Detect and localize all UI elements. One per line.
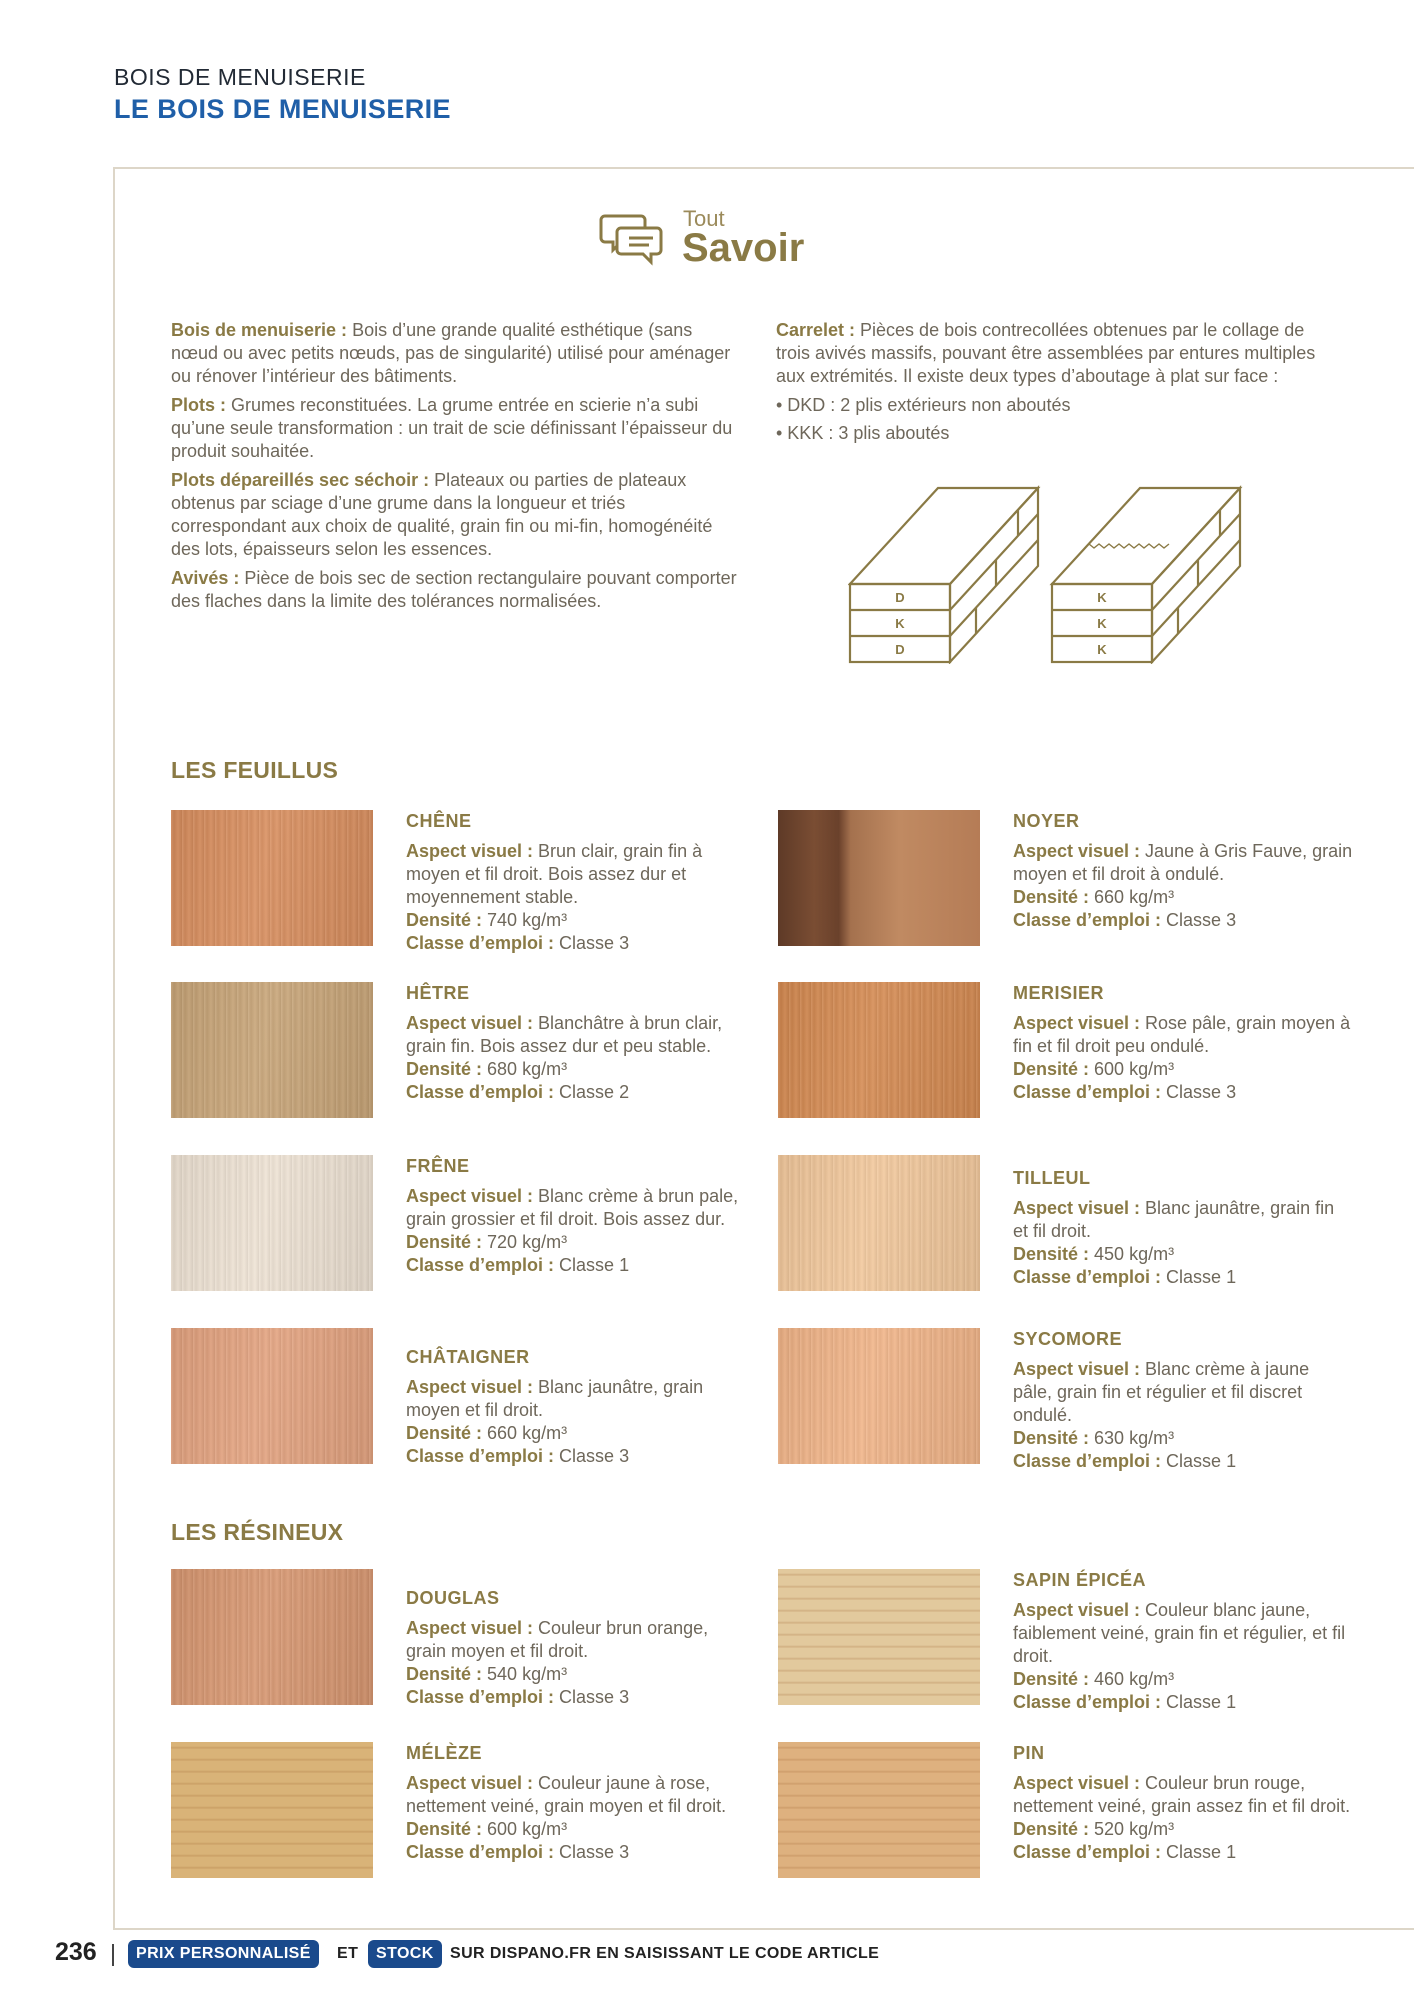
- wood-classe: Classe d’emploi : Classe 1: [1013, 1692, 1237, 1712]
- wood-name: MÉLÈZE: [406, 1743, 483, 1763]
- wood-description: [406, 810, 746, 955]
- wood-name: PIN: [1013, 1743, 1045, 1763]
- wood-classe: Classe d’emploi : Classe 3: [406, 933, 630, 953]
- wood-name: NOYER: [1013, 811, 1080, 831]
- definition-plots-depareilles: Plots dépareillés sec séchoir : Plateaux ou parties de plateaux obtenus par sciage d’une grume dans la longueur et triés correspondant aux choix de qualité, grain fin ou mi-fin, homogénéité des lots, épaisseurs selon les essences.: [171, 470, 713, 559]
- wood-classe: Classe d’emploi : Classe 3: [406, 1842, 630, 1862]
- wood-classe: Classe d’emploi : Classe 3: [406, 1687, 630, 1707]
- wood-name: MERISIER: [1013, 983, 1105, 1003]
- wood-swatch-image: [171, 1569, 373, 1705]
- wood-description: [1013, 1328, 1353, 1473]
- wood-aspect: Aspect visuel : Blanc crème à brun pale, grain grossier et fil droit. Bois assez dur.: [406, 1186, 739, 1229]
- wood-densite: Densité : 600 kg/m³: [406, 1819, 568, 1839]
- page-number: 236: [55, 1938, 97, 1966]
- section-resineux: LES RÉSINEUX: [171, 1519, 344, 1545]
- chat-bubbles-icon: [599, 208, 665, 266]
- wood-densite: Densité : 450 kg/m³: [1013, 1244, 1175, 1264]
- wood-aspect: Aspect visuel : Blanchâtre à brun clair, grain fin. Bois assez dur et peu stable.: [406, 1013, 723, 1056]
- diagram-label-k3: K: [1097, 642, 1107, 657]
- wood-name: FRÊNE: [406, 1156, 470, 1176]
- wood-aspect: Aspect visuel : Couleur brun orange, grain moyen et fil droit.: [406, 1618, 709, 1661]
- wood-densite: Densité : 600 kg/m³: [1013, 1059, 1175, 1079]
- definition-avives: Avivés : Pièce de bois sec de section rectangulaire pouvant comporter des flaches dans la limite des tolérances normalisées.: [171, 568, 737, 611]
- wood-description: [1013, 1167, 1353, 1289]
- wood-densite: Densité : 520 kg/m³: [1013, 1819, 1175, 1839]
- wood-densite: Densité : 660 kg/m³: [1013, 887, 1175, 907]
- header-kicker: BOIS DE MENUISERIE: [114, 64, 366, 90]
- wood-aspect: Aspect visuel : Couleur brun rouge, nettement veiné, grain assez fin et fil droit.: [1013, 1773, 1351, 1816]
- wood-densite: Densité : 720 kg/m³: [406, 1232, 568, 1252]
- footer-text: SUR DISPANO.FR EN SAISISSANT LE CODE ARTICLE: [450, 1945, 880, 1962]
- section-feuillus: LES FEUILLUS: [171, 757, 339, 783]
- wood-aspect: Aspect visuel : Rose pâle, grain moyen à fin et fil droit peu ondulé.: [1013, 1013, 1351, 1056]
- wood-aspect: Aspect visuel : Blanc crème à jaune pâle, grain fin et régulier et fil discret ondulé.: [1013, 1359, 1310, 1425]
- definition-bois-menuiserie: Bois de menuiserie : Bois d’une grande qualité esthétique (sans nœud ou avec petits nœuds, pas de singularité) utilisé pour aménager ou rénover l’intérieur des bâtiments.: [171, 320, 731, 386]
- wood-description: [1013, 810, 1353, 932]
- wood-densite: Densité : 540 kg/m³: [406, 1664, 568, 1684]
- wood-densite: Densité : 680 kg/m³: [406, 1059, 568, 1079]
- wood-aspect: Aspect visuel : Couleur jaune à rose, nettement veiné, grain moyen et fil droit.: [406, 1773, 727, 1816]
- wood-name: DOUGLAS: [406, 1588, 500, 1608]
- wood-swatch-image: [171, 1328, 373, 1464]
- wood-swatch-image: [778, 1569, 980, 1705]
- wood-classe: Classe d’emploi : Classe 3: [1013, 910, 1237, 930]
- wood-name: CHÂTAIGNER: [406, 1347, 530, 1367]
- wood-description: [1013, 1742, 1353, 1864]
- diagram-label-k2: K: [1097, 616, 1107, 631]
- wood-swatch-image: [171, 1155, 373, 1291]
- wood-classe: Classe d’emploi : Classe 1: [1013, 1842, 1237, 1862]
- wood-name: CHÊNE: [406, 811, 472, 831]
- wood-densite: Densité : 660 kg/m³: [406, 1423, 568, 1443]
- wood-swatch-image: [778, 982, 980, 1118]
- wood-aspect: Aspect visuel : Couleur blanc jaune, faiblement veiné, grain fin et régulier, et fil droit.: [1013, 1600, 1346, 1666]
- diagram-label-k: K: [895, 616, 905, 631]
- wood-description: [406, 1587, 746, 1709]
- wood-swatch-image: [778, 810, 980, 946]
- page-title: LE BOIS DE MENUISERIE: [114, 94, 451, 124]
- wood-swatch-image: [778, 1742, 980, 1878]
- wood-classe: Classe d’emploi : Classe 2: [406, 1082, 630, 1102]
- wood-name: SAPIN ÉPICÉA: [1013, 1570, 1147, 1590]
- wood-name: HÊTRE: [406, 983, 470, 1003]
- wood-aspect: Aspect visuel : Jaune à Gris Fauve, grain moyen et fil droit à ondulé.: [1013, 841, 1353, 884]
- wood-densite: Densité : 460 kg/m³: [1013, 1669, 1175, 1689]
- footer-divider: [112, 1944, 114, 1966]
- wood-classe: Classe d’emploi : Classe 1: [406, 1255, 630, 1275]
- carrelet-diagram: [848, 484, 1248, 664]
- wood-swatch-image: [171, 982, 373, 1118]
- wood-name: SYCOMORE: [1013, 1329, 1123, 1349]
- wood-aspect: Aspect visuel : Brun clair, grain fin à moyen et fil droit. Bois assez dur et moyennement stable.: [406, 841, 703, 907]
- bullet-kkk: • KKK : 3 plis aboutés: [776, 423, 950, 443]
- definition-plots: Plots : Grumes reconstituées. La grume entrée en scierie n’a subi qu’une seule transformation : un trait de scie définissant l’épaisseur du produit souhaitée.: [171, 395, 733, 461]
- wood-classe: Classe d’emploi : Classe 1: [1013, 1451, 1237, 1471]
- wood-aspect: Aspect visuel : Blanc jaunâtre, grain fin et fil droit.: [1013, 1198, 1335, 1241]
- wood-densite: Densité : 740 kg/m³: [406, 910, 568, 930]
- wood-swatch-image: [171, 1742, 373, 1878]
- definitions-right: [776, 319, 1336, 450]
- bullet-dkd: • DKD : 2 plis extérieurs non aboutés: [776, 395, 1071, 415]
- diagram-label-d1: D: [895, 590, 905, 605]
- wood-description: [406, 1346, 746, 1468]
- wood-aspect: Aspect visuel : Blanc jaunâtre, grain moyen et fil droit.: [406, 1377, 704, 1420]
- tout-label: Tout: [683, 206, 725, 231]
- wood-description: [1013, 982, 1353, 1104]
- wood-description: [406, 1742, 746, 1864]
- wood-swatch-image: [778, 1155, 980, 1291]
- pill-prix-personnalise: PRIX PERSONNALISÉ: [128, 1940, 319, 1968]
- footer-et: ET: [337, 1945, 359, 1962]
- wood-name: TILLEUL: [1013, 1168, 1091, 1188]
- pill-stock: STOCK: [368, 1940, 442, 1968]
- definitions-left: [171, 319, 741, 619]
- wood-swatch-image: [171, 810, 373, 946]
- diagram-label-k1: K: [1097, 590, 1107, 605]
- wood-description: [406, 1155, 746, 1277]
- wood-classe: Classe d’emploi : Classe 3: [1013, 1082, 1237, 1102]
- wood-description: [1013, 1569, 1353, 1714]
- wood-description: [406, 982, 746, 1104]
- wood-densite: Densité : 630 kg/m³: [1013, 1428, 1175, 1448]
- definition-carrelet: Carrelet : Pièces de bois contrecollées obtenues par le collage de trois avivés massifs, pouvant être assemblées par entures multiples aux extrémités. Il existe deux types d’aboutage à plat sur face :: [776, 320, 1316, 386]
- footer: [0, 1938, 1414, 1978]
- diagram-label-d2: D: [895, 642, 905, 657]
- tout-savoir-heading: [599, 204, 829, 276]
- wood-classe: Classe d’emploi : Classe 3: [406, 1446, 630, 1466]
- savoir-label: Savoir: [682, 226, 805, 270]
- wood-classe: Classe d’emploi : Classe 1: [1013, 1267, 1237, 1287]
- wood-swatch-image: [778, 1328, 980, 1464]
